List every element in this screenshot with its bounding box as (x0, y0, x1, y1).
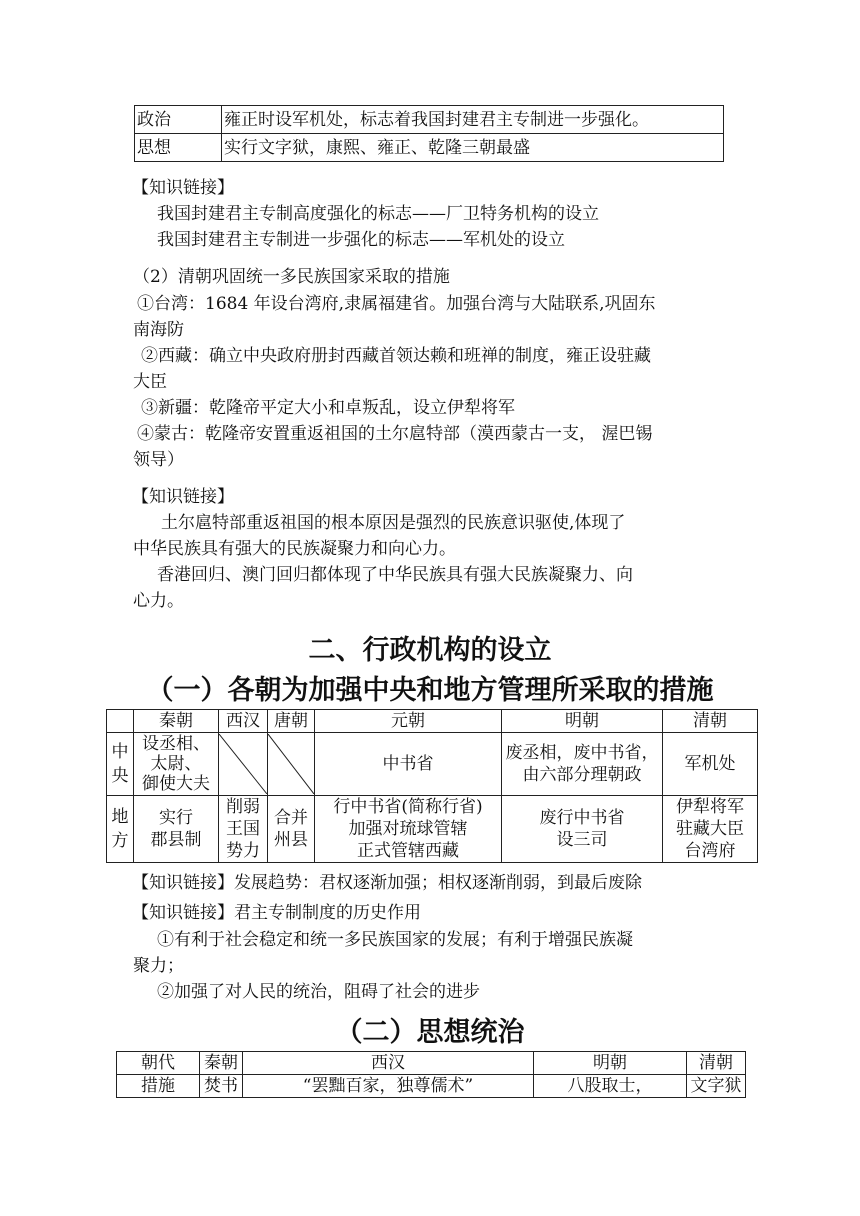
knowledge-link-heading: 【知识链接】 (132, 487, 234, 507)
table-cell: 实行文字狱，康熙、雍正、乾隆三朝最盛 (222, 134, 724, 162)
table-header-cell: 西汉 (219, 710, 268, 733)
paragraph-line: ①有利于社会稳定和统一多民族国家的发展；有利于增强民族凝 (157, 930, 633, 950)
table-cell (663, 796, 758, 863)
table-header-cell: 唐朝 (268, 710, 315, 733)
table-cell: 军机处 (663, 733, 758, 796)
cell-line: 设丞相、 (142, 734, 210, 754)
empty-diagonal-cell (268, 733, 315, 796)
table-cell (107, 710, 134, 733)
row-label (107, 796, 134, 863)
table-cell: 思想 (135, 134, 222, 162)
cell-line: 设三司 (556, 830, 608, 850)
cell-line: 太尉、 (150, 754, 202, 774)
paragraph-line: ②西藏：确立中央政府册封西藏首领达赖和班禅的制度，雍正设驻藏 (141, 346, 651, 366)
paragraph-line: 领导） (133, 450, 184, 470)
empty-diagonal-cell (219, 733, 268, 796)
cell-line: 台湾府 (684, 841, 736, 861)
table-cell: 措施 (117, 1075, 200, 1098)
paragraph-line: ①台湾：1684 年设台湾府,隶属福建省。加强台湾与大陆联系,巩固东 (137, 294, 656, 314)
table-cell: 焚书 (200, 1075, 243, 1098)
paragraph-line: 土尔扈特部重返祖国的根本原因是强烈的民族意识驱使,体现了 (161, 513, 626, 533)
paragraph-line: 南海防 (133, 320, 184, 340)
cell-line: 行中书省(简称行省) (333, 797, 483, 817)
table-cell (502, 796, 663, 863)
paragraph-line: ④蒙古：乾隆帝安置重返祖国的土尔扈特部（漠西蒙古一支， 渥巴锡 (137, 424, 653, 444)
paragraph-line: 中华民族具有强大的民族凝聚力和向心力。 (133, 539, 456, 559)
cell-line: 州县 (274, 830, 308, 850)
paragraph-line: 香港回归、澳门回归都体现了中华民族具有强大民族凝聚力、向 (157, 565, 633, 585)
cell-line: 加强对琉球管辖 (348, 819, 468, 839)
cell-line: 郡县制 (150, 830, 202, 850)
table-cell (315, 796, 502, 863)
table-header-cell: 明朝 (502, 710, 663, 733)
paragraph-line: 心力。 (133, 591, 184, 611)
subsection-title: （二）思想统治 (335, 1017, 525, 1048)
cell-line: 王国 (226, 819, 260, 839)
table-cell: 雍正时设军机处，标志着我国封建君主专制进一步强化。 (222, 106, 724, 134)
row-label-char: 方 (111, 831, 129, 851)
row-label-char: 地 (111, 807, 129, 827)
table-cell (502, 733, 663, 796)
table-row (107, 796, 758, 863)
table-header-cell: 清朝 (663, 710, 758, 733)
row-label-char: 中 (111, 742, 129, 762)
table-cell: 政治 (135, 106, 222, 134)
table-row (107, 733, 758, 796)
cell-line: 伊犁将军 (676, 797, 744, 817)
table-row (135, 134, 724, 162)
paragraph-line: 聚力； (133, 956, 184, 976)
knowledge-link-line: 【知识链接】发展趋势：君权逐渐加强；相权逐渐削弱，到最后废除 (132, 873, 642, 893)
section-heading: （2）清朝巩固统一多民族国家采取的措施 (133, 267, 450, 287)
knowledge-link-heading: 【知识链接】君主专制制度的历史作用 (132, 903, 421, 923)
cell-line: 实行 (159, 808, 193, 828)
table-cell (134, 796, 219, 863)
table-row (135, 106, 724, 134)
cell-line: 废丞相，废中书省， (505, 743, 659, 763)
table-cell: 八股取士， (534, 1075, 687, 1098)
row-label (107, 733, 134, 796)
thought-table (116, 1051, 746, 1098)
cell-line: 正式管辖西藏 (357, 841, 459, 861)
table-header-cell: 秦朝 (134, 710, 219, 733)
cell-line: 由六部分理朝政 (522, 765, 642, 785)
table-cell: “罢黜百家，独尊儒术” (243, 1075, 534, 1098)
cell-line: 驻藏大臣 (676, 819, 744, 839)
cell-line: 势力 (226, 841, 260, 861)
paragraph-line: 我国封建君主专制高度强化的标志——厂卫特务机构的设立 (157, 204, 599, 224)
table-header-cell: 秦朝 (200, 1052, 243, 1075)
table-header-cell: 朝代 (117, 1052, 200, 1075)
table-cell: 中书省 (315, 733, 502, 796)
table-header-cell: 元朝 (315, 710, 502, 733)
table-row (117, 1052, 746, 1075)
table-header-cell: 清朝 (687, 1052, 746, 1075)
table-cell (134, 733, 219, 796)
cell-line: 合并 (274, 808, 308, 828)
cell-line: 削弱 (226, 797, 260, 817)
paragraph-line: ③新疆：乾隆帝平定大小和卓叛乱，设立伊犁将军 (141, 398, 515, 418)
knowledge-link-heading: 【知识链接】 (132, 178, 234, 198)
table-cell: 文字狱 (687, 1075, 746, 1098)
row-label-char: 央 (111, 766, 129, 786)
section-title: 二、行政机构的设立 (308, 635, 552, 666)
table-row (107, 710, 758, 733)
paragraph-line: 大臣 (133, 372, 167, 392)
admin-table (106, 709, 758, 863)
cell-line: 废行中书省 (539, 808, 625, 828)
table-header-cell: 西汉 (243, 1052, 534, 1075)
subsection-title: （一）各朝为加强中央和地方管理所采取的措施 (146, 675, 714, 706)
table-cell (268, 796, 315, 863)
cell-line: 御使大夫 (142, 774, 210, 794)
paragraph-line: ②加强了对人民的统治，阻碍了社会的进步 (157, 982, 480, 1002)
paragraph-line: 我国封建君主专制进一步强化的标志——军机处的设立 (157, 230, 565, 250)
top-table (134, 105, 724, 162)
table-row (117, 1075, 746, 1098)
table-header-cell: 明朝 (534, 1052, 687, 1075)
table-cell (219, 796, 268, 863)
